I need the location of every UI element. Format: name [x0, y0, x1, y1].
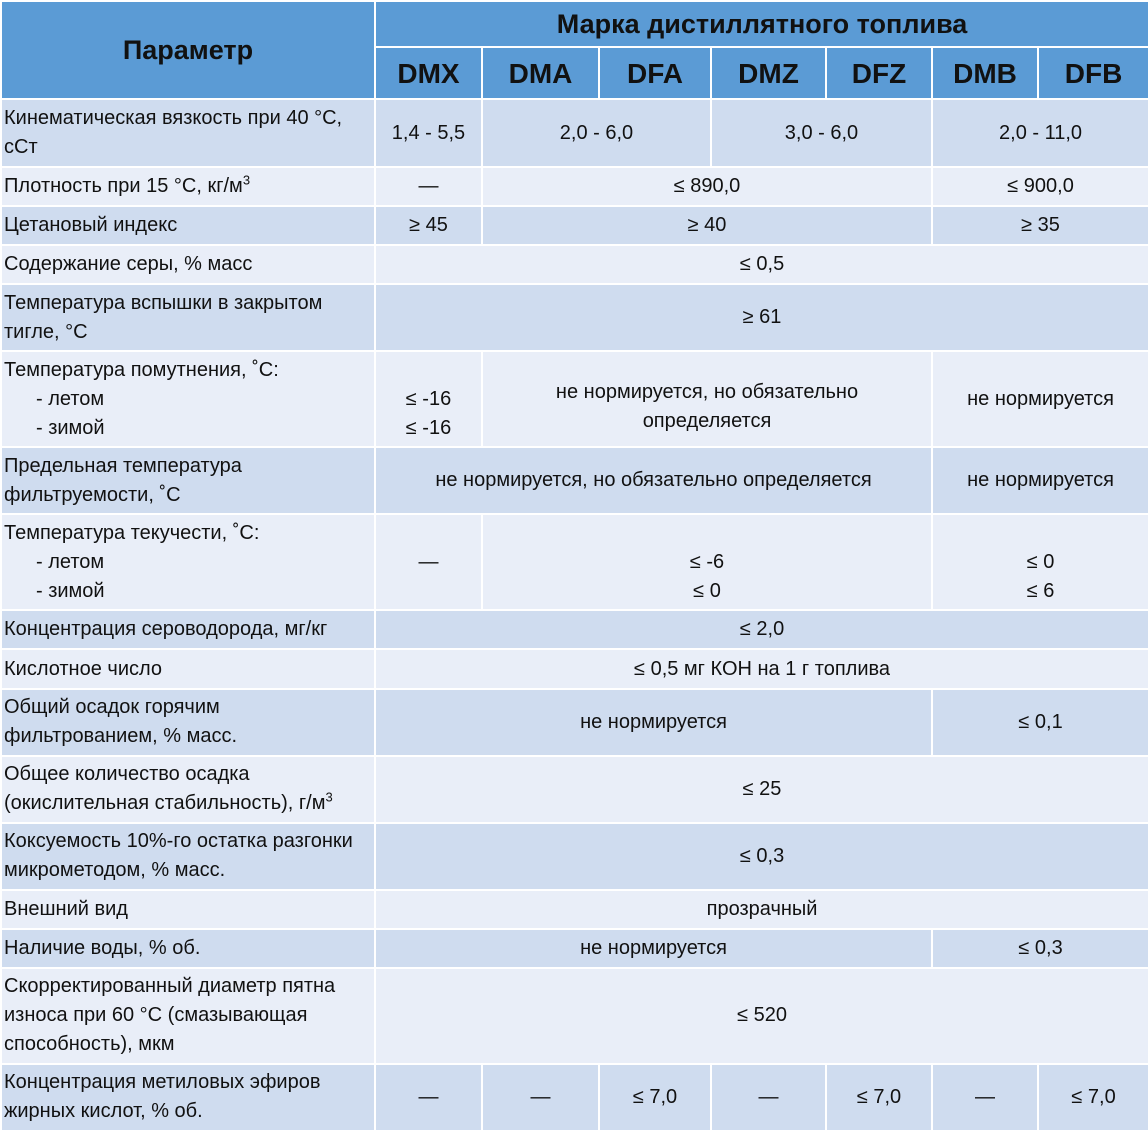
cfpp-dmb-dfb: не нормируется	[932, 447, 1148, 514]
row-cloud	[1, 351, 1148, 447]
density-mid: ≤ 890,0	[482, 167, 932, 206]
row-viscosity	[1, 99, 1148, 167]
cetane-dmb-dfb: ≥ 35	[932, 206, 1148, 245]
param-h2s: Концентрация сероводорода, мг/кг	[1, 610, 375, 649]
pour-dmb-summer: ≤ 0	[1026, 550, 1055, 573]
param-coke: Коксуемость 10%-го остатка разгонки микрометодом, % масс.	[1, 823, 375, 890]
cloud-dmx-summer: ≤ -16	[405, 387, 452, 410]
sediment-hot-dmb-dfb: ≤ 0,1	[932, 689, 1148, 756]
param-cloud-title: Температура помутнения, ˚С:	[4, 358, 279, 381]
header-row-1	[1, 1, 1148, 47]
sediment-total-all: ≤ 25	[375, 756, 1148, 823]
param-acid: Кислотное число	[1, 649, 375, 688]
water-dmb-dfb: ≤ 0,3	[932, 929, 1148, 968]
param-density-text: Плотность при 15 °С, кг/м	[4, 175, 243, 198]
appearance-all: прозрачный	[375, 890, 1148, 929]
row-sediment-hot	[1, 689, 1148, 756]
row-h2s	[1, 610, 1148, 649]
row-coke	[1, 823, 1148, 890]
fame-dfz: ≤ 7,0	[826, 1064, 932, 1131]
row-density	[1, 167, 1148, 206]
param-cfpp: Предельная температура фильтруемости, ˚С	[1, 447, 375, 514]
viscosity-dmz-dfz: 3,0 - 6,0	[711, 99, 932, 167]
row-flash	[1, 284, 1148, 351]
cetane-dmx: ≥ 45	[375, 206, 482, 245]
row-fame	[1, 1064, 1148, 1131]
fame-dfa: ≤ 7,0	[599, 1064, 711, 1131]
row-sulfur	[1, 245, 1148, 284]
param-density-sup: 3	[242, 172, 251, 188]
param-cetane: Цетановый индекс	[1, 206, 375, 245]
param-sediment-hot: Общий осадок горячим фильтрованием, % масс.	[1, 689, 375, 756]
param-pour-title: Температура текучести, ˚С:	[4, 521, 260, 544]
param-flash: Температура вспышки в закрытом тигле, °С	[1, 284, 375, 351]
pour-mid-summer: ≤ -6	[689, 550, 725, 573]
param-viscosity: Кинематическая вязкость при 40 °С, сСт	[1, 99, 375, 167]
param-sediment-total-sup: 3	[325, 789, 333, 805]
cetane-mid: ≥ 40	[482, 206, 932, 245]
density-dmb-dfb: ≤ 900,0	[932, 167, 1148, 206]
h2s-all: ≤ 2,0	[375, 610, 1148, 649]
param-sulfur: Содержание серы, % масс	[1, 245, 375, 284]
param-fame: Концентрация метиловых эфиров жирных кислот, % об.	[1, 1064, 375, 1131]
pour-dmb-dfb	[932, 514, 1148, 610]
sulfur-all: ≤ 0,5	[375, 245, 1148, 284]
grade-group-header: Марка дистиллятного топлива	[375, 1, 1148, 47]
cloud-dmx	[375, 351, 482, 447]
pour-dmx: —	[375, 514, 482, 610]
cloud-dmx-winter: ≤ -16	[405, 416, 452, 439]
grade-dmz: DMZ	[711, 47, 826, 99]
grade-dfb: DFB	[1038, 47, 1148, 99]
grade-dmb: DMB	[932, 47, 1038, 99]
param-appearance: Внешний вид	[1, 890, 375, 929]
fame-dma: —	[482, 1064, 599, 1131]
param-cloud-summer: - летом	[36, 387, 105, 410]
sediment-hot-main: не нормируется	[375, 689, 932, 756]
flash-all: ≥ 61	[375, 284, 1148, 351]
pour-mid	[482, 514, 932, 610]
water-main: не нормируется	[375, 929, 932, 968]
viscosity-dmb-dfb: 2,0 - 11,0	[932, 99, 1148, 167]
param-pour-winter: - зимой	[36, 579, 105, 602]
row-appearance	[1, 890, 1148, 929]
viscosity-dmx: 1,4 - 5,5	[375, 99, 482, 167]
row-water	[1, 929, 1148, 968]
row-pour	[1, 514, 1148, 610]
fame-dmx: —	[375, 1064, 482, 1131]
row-sediment-total	[1, 756, 1148, 823]
grade-dmx: DMX	[375, 47, 482, 99]
grade-dfa: DFA	[599, 47, 711, 99]
row-lubricity	[1, 968, 1148, 1064]
lubricity-all: ≤ 520	[375, 968, 1148, 1064]
row-acid	[1, 649, 1148, 688]
grade-dma: DMA	[482, 47, 599, 99]
fame-dmb: —	[932, 1064, 1038, 1131]
param-sediment-total	[1, 756, 375, 823]
grade-dfz: DFZ	[826, 47, 932, 99]
fame-dfb: ≤ 7,0	[1038, 1064, 1148, 1131]
param-pour-summer: - летом	[36, 550, 105, 573]
param-pour	[1, 514, 375, 610]
acid-all: ≤ 0,5 мг КОН на 1 г топлива	[375, 649, 1148, 688]
param-header: Параметр	[1, 1, 375, 99]
param-cloud-winter: - зимой	[36, 416, 105, 439]
param-water: Наличие воды, % об.	[1, 929, 375, 968]
param-cloud	[1, 351, 375, 447]
pour-dmb-winter: ≤ 6	[1026, 579, 1055, 602]
cloud-mid: не нормируется, но обязательно определяется	[482, 351, 932, 447]
viscosity-dma-dfa: 2,0 - 6,0	[482, 99, 711, 167]
param-density	[1, 167, 375, 206]
param-lubricity: Скорректированный диаметр пятна износа при 60 °С (смазывающая способность), мкм	[1, 968, 375, 1064]
density-dmx: —	[375, 167, 482, 206]
param-sediment-total-text: Общее количество осадка (окислительная стабильность), г/м	[4, 763, 326, 815]
cfpp-main: не нормируется, но обязательно определяется	[375, 447, 932, 514]
coke-all: ≤ 0,3	[375, 823, 1148, 890]
cloud-dmb-dfb: не нормируется	[932, 351, 1148, 447]
fame-dmz: —	[711, 1064, 826, 1131]
row-cfpp	[1, 447, 1148, 514]
row-cetane	[1, 206, 1148, 245]
pour-mid-winter: ≤ 0	[693, 579, 721, 602]
